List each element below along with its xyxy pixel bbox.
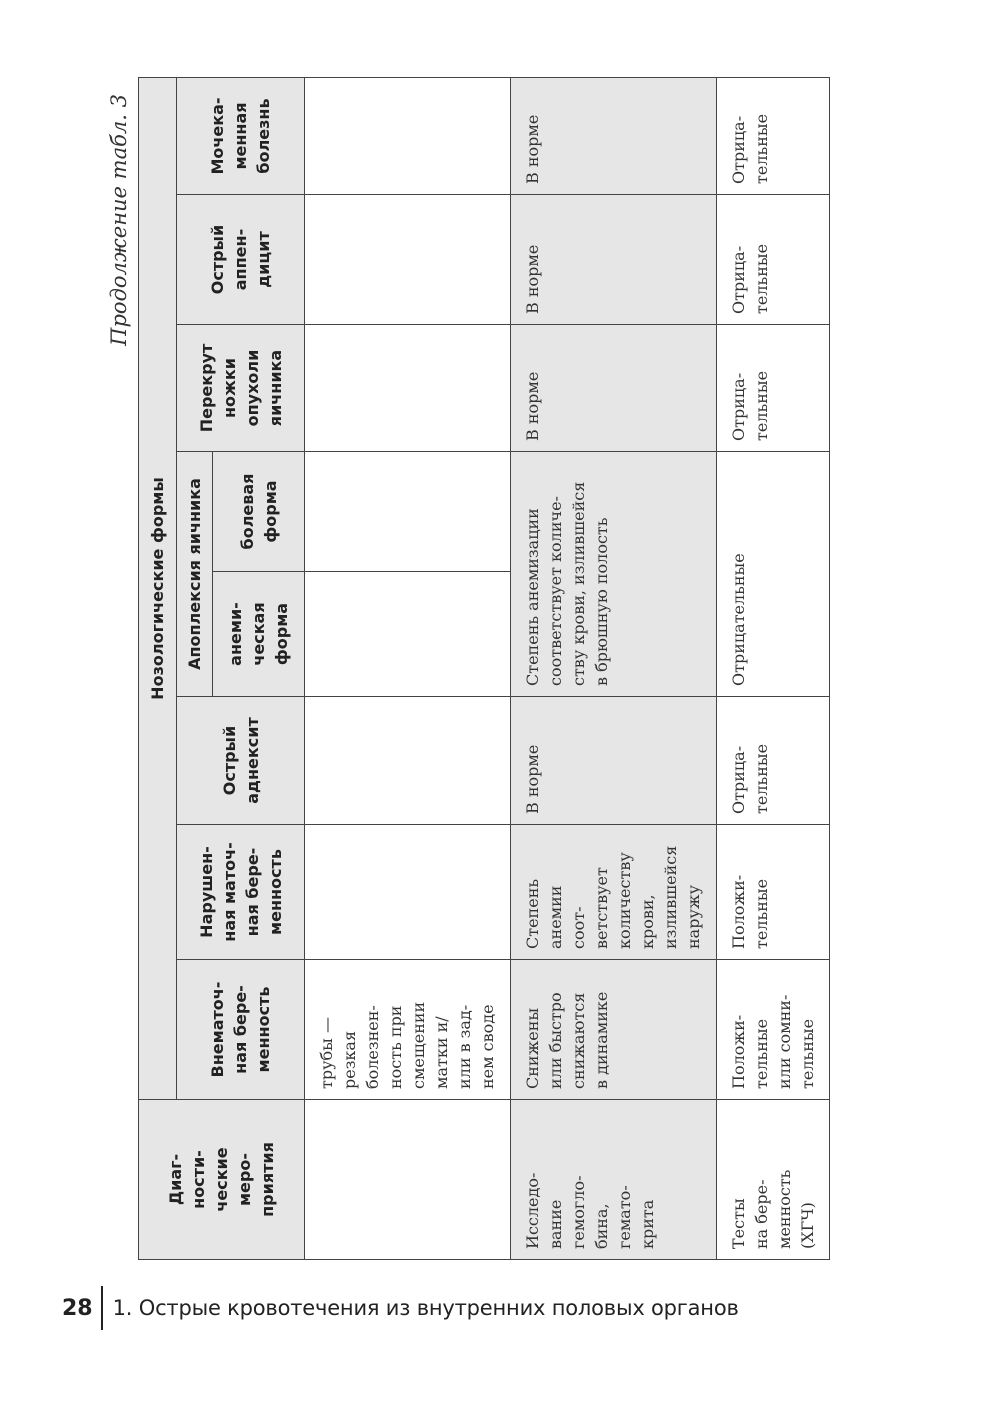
table-caption: Продолжение табл. 3 <box>107 94 131 346</box>
cell-appendicitis <box>305 195 511 325</box>
cell-urolithiasis: В норме <box>511 77 717 194</box>
cell-torsion <box>305 325 511 452</box>
page-number: 28 <box>62 1295 93 1321</box>
header-ovarian-apoplexy: Апоплексия яичника <box>177 452 213 697</box>
cell-urolithiasis <box>305 77 511 194</box>
cell-apoplexy: Отрицательные <box>717 452 830 697</box>
table-row <box>511 77 717 1259</box>
cell-apoplexy-pain <box>305 452 511 572</box>
rotated-table-stage <box>104 90 844 1260</box>
cell-adnexitis <box>305 697 511 825</box>
header-nosological-forms: Нозологические формы <box>139 77 177 1099</box>
header-acute-adnexitis: Острый аднексит <box>177 697 305 825</box>
cell-adnexitis: Отрица- тельные <box>717 697 830 825</box>
cell-adnexitis: В норме <box>511 697 717 825</box>
cell-appendicitis: Отрица- тельные <box>717 195 830 325</box>
header-urolithiasis: Мочека- менная болезнь <box>177 77 305 194</box>
cell-disrupted: Степень анемии соот- ветствует количеству крови, излившейся наружу <box>511 825 717 960</box>
header-ectopic-pregnancy: Внематоч- ная бере- менность <box>177 960 305 1100</box>
row-label: Исследо- вание гемогло- бина, гемато- крита <box>511 1100 717 1260</box>
cell-ectopic: Положи- тельные или сомни- тельные <box>717 960 830 1100</box>
chapter-title: 1. Острые кровотечения из внутренних половых органов <box>112 1296 739 1320</box>
table-row <box>717 77 830 1259</box>
cell-disrupted: Положи- тельные <box>717 825 830 960</box>
row-label: Тесты на бере- менность (ХГЧ) <box>717 1100 830 1260</box>
cell-disrupted <box>305 825 511 960</box>
header-diagnostics: Диаг- ности- ческие меро- приятия <box>139 1100 305 1260</box>
cell-appendicitis: В норме <box>511 195 717 325</box>
header-ovarian-torsion: Перекрут ножки опухоли яичника <box>177 325 305 452</box>
cell-ectopic: Снижены или быстро снижаются в динамике <box>511 960 717 1100</box>
header-acute-appendicitis: Острый аппен- дицит <box>177 195 305 325</box>
footer-divider <box>101 1286 103 1330</box>
header-disrupted-pregnancy: Нарушен- ная маточ- ная бере- менность <box>177 825 305 960</box>
header-apoplexy-pain: болевая форма <box>213 452 305 572</box>
cell-ectopic: трубы — резкая болезнен- ность при смещении матки и/ или в зад- нем своде <box>305 960 511 1100</box>
cell-apoplexy: Степень анемизации соответствует количе- ству крови, излившейся в брюшную полость <box>511 452 717 697</box>
cell-torsion: В норме <box>511 325 717 452</box>
page-footer <box>62 1284 739 1332</box>
row-label <box>305 1100 511 1260</box>
table-row <box>305 77 511 1259</box>
header-apoplexy-anemic: анеми- ческая форма <box>213 572 305 697</box>
cell-urolithiasis: Отрица- тельные <box>717 77 830 194</box>
cell-torsion: Отрица- тельные <box>717 325 830 452</box>
cell-apoplexy-anemic <box>305 572 511 697</box>
diagnostics-table <box>138 77 830 1260</box>
